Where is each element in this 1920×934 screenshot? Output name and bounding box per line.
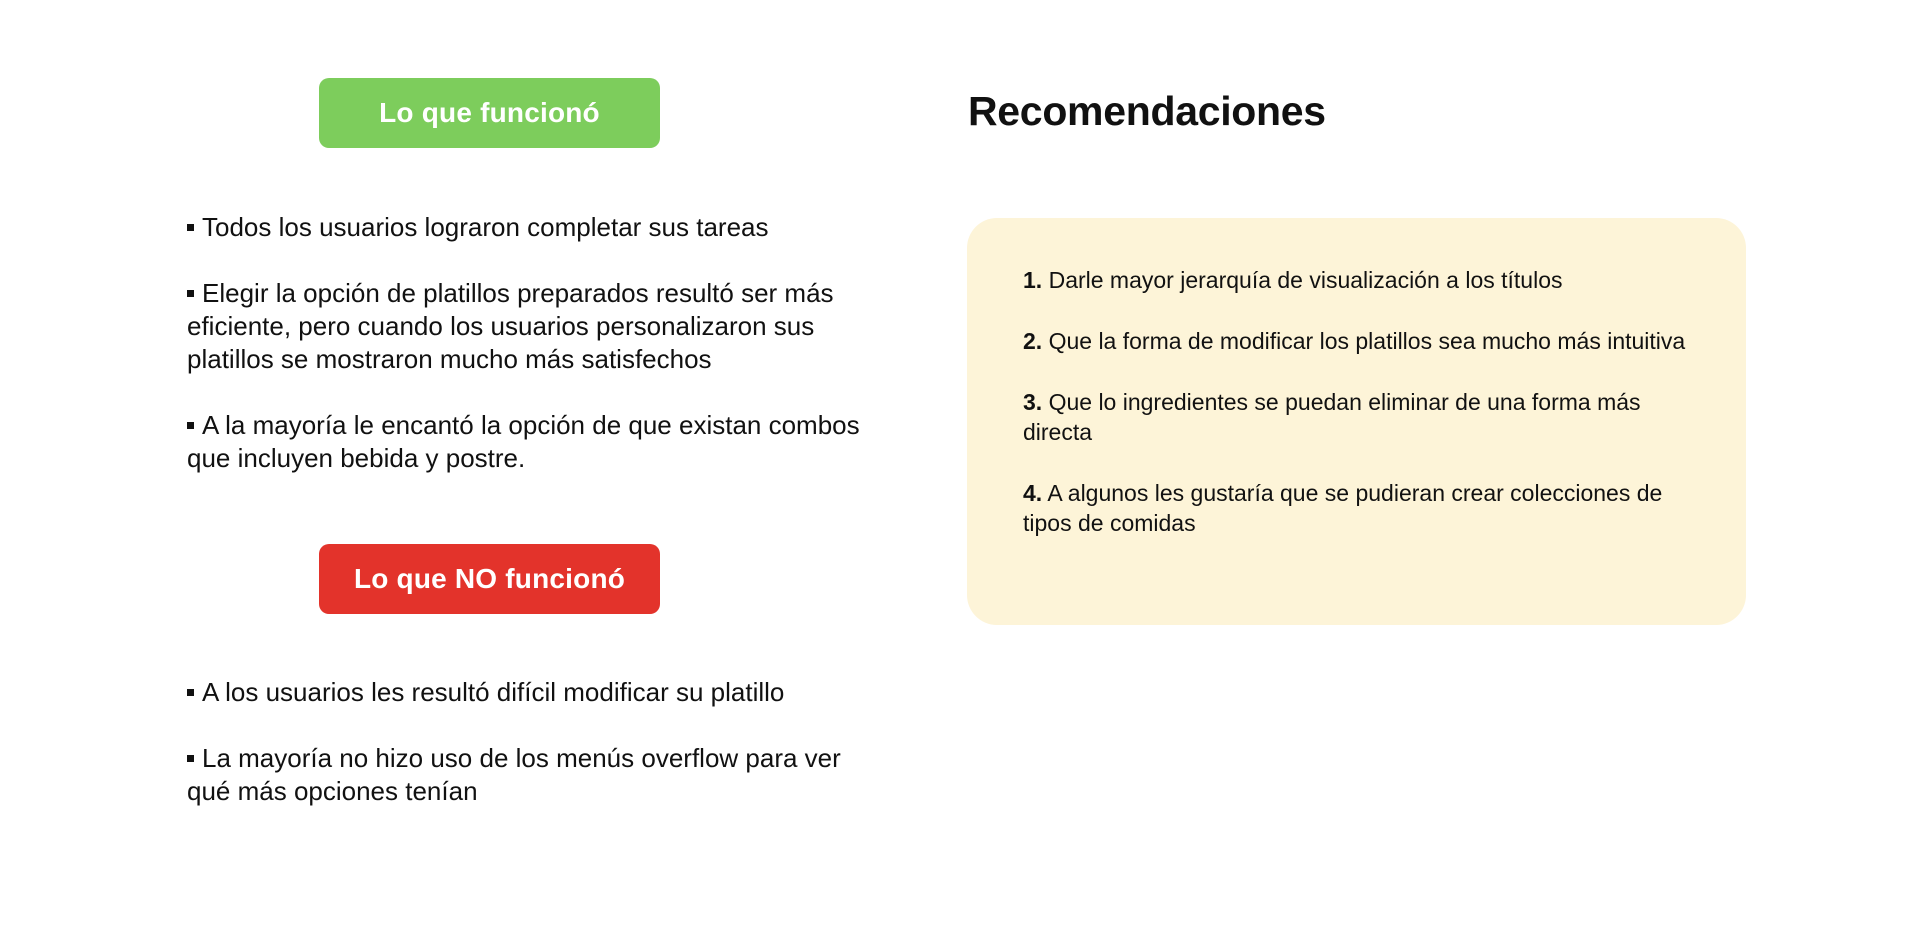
bullet-icon <box>187 422 194 429</box>
not-worked-heading: Lo que NO funcionó <box>319 544 660 614</box>
list-item <box>187 277 867 376</box>
recommendation-text: A algunos les gustaría que se pudieran crear colecciones de tipos de comidas <box>1023 480 1663 536</box>
list-item <box>187 742 867 808</box>
worked-heading: Lo que funcionó <box>319 78 660 148</box>
bullet-icon <box>187 689 194 696</box>
recommendation-item <box>1023 478 1703 538</box>
bullet-icon <box>187 290 194 297</box>
list-item-text: La mayoría no hizo uso de los menús overflow para ver qué más opciones tenían <box>187 743 841 806</box>
recommendation-number: 3. <box>1023 389 1043 415</box>
recommendation-item <box>1023 265 1703 295</box>
recommendation-number: 4. <box>1023 480 1043 506</box>
list-item-text: Todos los usuarios lograron completar sus tareas <box>202 212 769 242</box>
worked-list <box>187 211 867 475</box>
list-item-text: A los usuarios les resultó difícil modificar su platillo <box>202 677 785 707</box>
recommendation-text: Darle mayor jerarquía de visualización a los títulos <box>1048 267 1563 293</box>
recommendation-item <box>1023 387 1703 447</box>
recommendations-title: Recomendaciones <box>968 88 1326 134</box>
recommendation-text: Que la forma de modificar los platillos sea mucho más intuitiva <box>1048 328 1686 354</box>
bullet-icon <box>187 224 194 231</box>
bullet-icon <box>187 755 194 762</box>
not-worked-list <box>187 676 867 808</box>
recommendations-card <box>967 218 1746 625</box>
recommendation-item <box>1023 326 1703 356</box>
list-item-text: A la mayoría le encantó la opción de que existan combos que incluyen bebida y postre. <box>187 410 860 473</box>
list-item <box>187 211 867 244</box>
recommendation-number: 2. <box>1023 328 1043 354</box>
recommendation-number: 1. <box>1023 267 1043 293</box>
list-item-text: Elegir la opción de platillos preparados resultó ser más eficiente, pero cuando los usuarios personalizaron sus platillos se mostraron mucho más satisfechos <box>187 278 834 374</box>
list-item <box>187 676 867 709</box>
recommendation-text: Que lo ingredientes se puedan eliminar de una forma más directa <box>1023 389 1641 445</box>
recommendations-list <box>1023 265 1703 538</box>
list-item <box>187 409 867 475</box>
